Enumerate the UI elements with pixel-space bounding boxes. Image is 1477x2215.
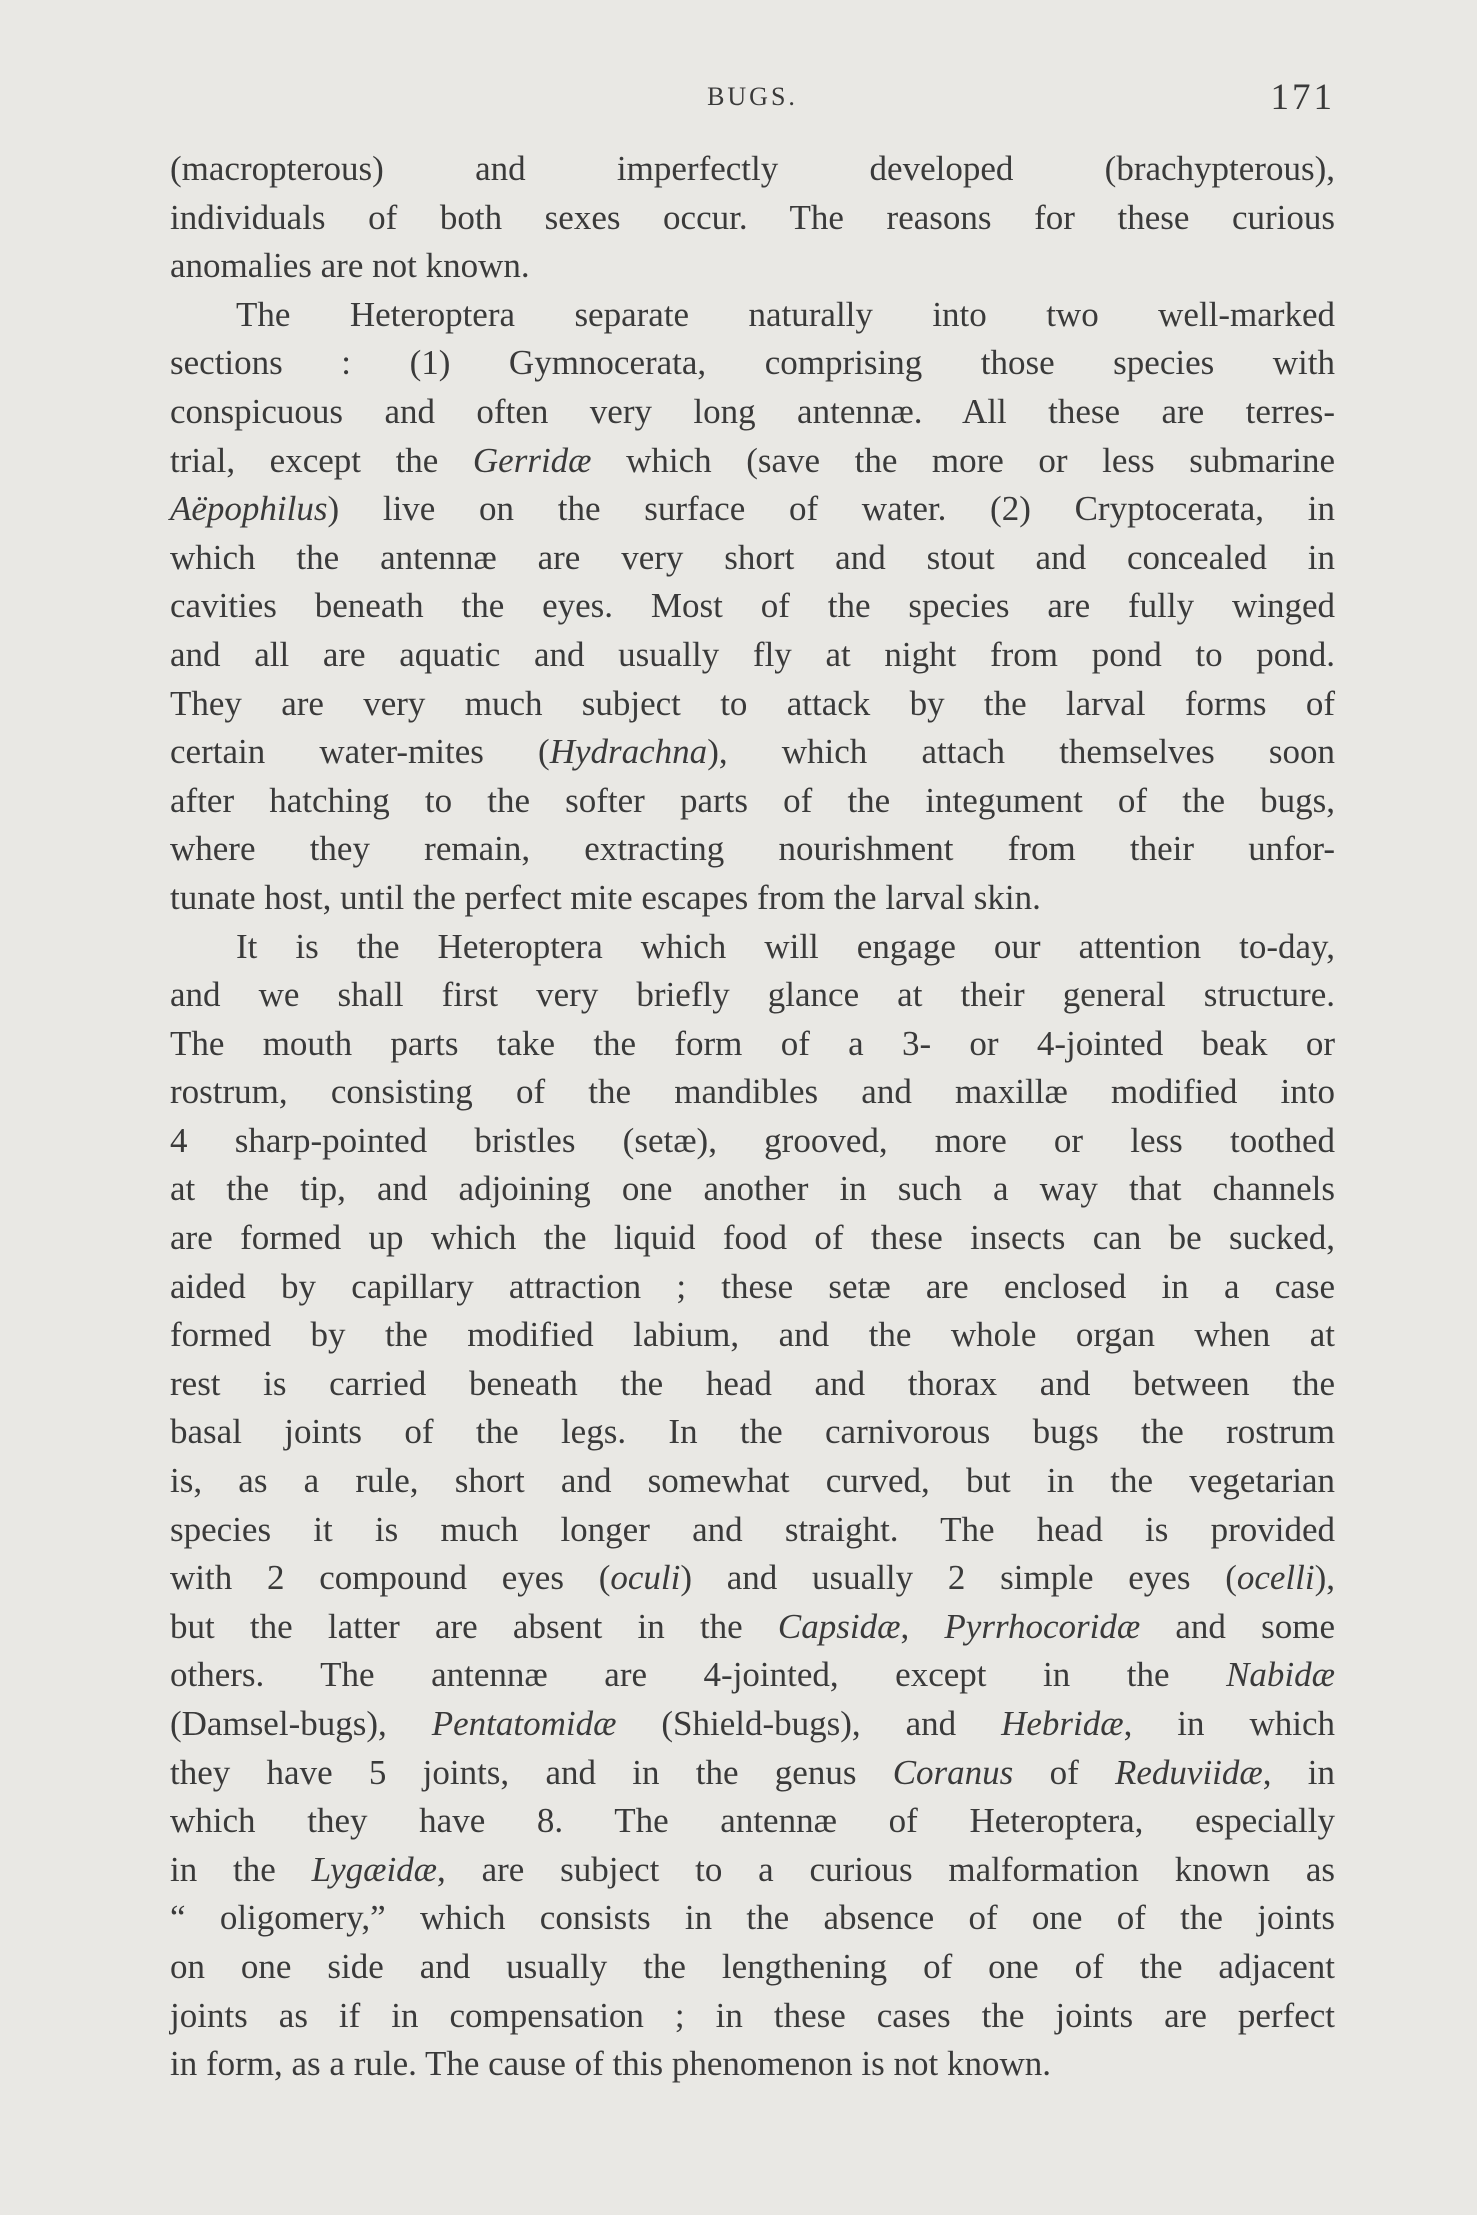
text-segment: others. The antennæ are 4-jointed, except in the (170, 1655, 1227, 1695)
text-segment: which they have 8. The antennæ of Heteroptera, especially (170, 1801, 1335, 1841)
text-line (170, 2040, 1335, 2089)
text-segment: “ oligomery,” which consists in the absence of one of the joints (170, 1898, 1335, 1938)
text-line (170, 1068, 1335, 1117)
text-line (170, 145, 1335, 194)
text-segment: where they remain, extracting nourishment from their unfor- (170, 829, 1335, 869)
text-segment: cavities beneath the eyes. Most of the species are fully winged (170, 586, 1335, 626)
text-segment: basal joints of the legs. In the carnivorous bugs the rostrum (170, 1412, 1335, 1452)
text-line (170, 1020, 1335, 1069)
text-line (170, 1360, 1335, 1409)
text-line (170, 631, 1335, 680)
running-head-title: BUGS. (707, 82, 798, 111)
text-line (170, 1311, 1335, 1360)
body-text (170, 145, 1335, 2089)
text-segment: and some (1140, 1606, 1335, 1646)
text-line (170, 1749, 1335, 1798)
text-segment: ), which attach themselves soon (707, 732, 1335, 772)
text-segment: after hatching to the softer parts of the integument of the bugs, (170, 780, 1335, 820)
italic-term: Aëpophilus (170, 489, 328, 529)
text-segment: ) live on the surface of water. (2) Cryptocerata, in (327, 489, 1335, 529)
text-segment: species it is much longer and straight. The head is provided (170, 1509, 1335, 1549)
text-line (170, 1457, 1335, 1506)
text-segment: ), (1314, 1558, 1336, 1598)
text-line (170, 291, 1335, 340)
text-segment: rest is carried beneath the head and thorax and between the (170, 1363, 1335, 1403)
text-segment: individuals of both sexes occur. The reasons for these curious (170, 197, 1335, 237)
text-line (170, 534, 1335, 583)
text-segment: , (900, 1606, 945, 1646)
text-line (170, 1408, 1335, 1457)
text-segment: The mouth parts take the form of a 3- or 4-jointed beak or (170, 1023, 1335, 1063)
text-line (170, 1846, 1335, 1895)
text-line (170, 194, 1335, 243)
text-line (170, 1506, 1335, 1555)
italic-term: Lygæidæ (311, 1849, 438, 1889)
text-segment: 4 sharp-pointed bristles (setæ), grooved, more or less toothed (170, 1120, 1335, 1160)
text-line (170, 1117, 1335, 1166)
text-line (170, 1214, 1335, 1263)
text-line (170, 388, 1335, 437)
text-segment: The Heteroptera separate naturally into two well-marked (236, 294, 1335, 334)
text-line (170, 1894, 1335, 1943)
text-segment: (Damsel-bugs), (170, 1704, 432, 1743)
italic-term: Capsidæ (777, 1606, 901, 1646)
text-line (170, 1603, 1335, 1652)
text-segment: aided by capillary attraction ; these setæ are enclosed in a case (170, 1266, 1335, 1306)
text-segment: rostrum, consisting of the mandibles and maxillæ modified into (170, 1072, 1335, 1112)
text-segment: are formed up which the liquid food of these insects can be sucked, (170, 1218, 1335, 1258)
text-segment: (macropterous) and imperfectly developed (brachypterous), (170, 149, 1335, 188)
text-line (170, 728, 1335, 777)
italic-term: ocelli (1236, 1558, 1315, 1598)
text-segment: sections : (1) Gymnocerata, comprising those species with (170, 343, 1335, 383)
text-line (170, 242, 1335, 291)
text-line (170, 971, 1335, 1020)
text-line (170, 1263, 1335, 1312)
text-segment: but the latter are absent in the (170, 1606, 778, 1646)
text-line (170, 923, 1335, 972)
text-segment: is, as a rule, short and somewhat curved, but in the vegetarian (170, 1461, 1335, 1501)
text-line (170, 1992, 1335, 2041)
text-segment: conspicuous and often very long antennæ. All these are terres- (170, 391, 1335, 431)
italic-term: Nabidæ (1226, 1655, 1335, 1695)
text-segment: they have 5 joints, and in the genus (170, 1752, 893, 1792)
text-line (170, 339, 1335, 388)
text-segment: which the antennæ are very short and stout and concealed in (170, 537, 1335, 577)
text-segment: trial, except the (170, 440, 473, 480)
text-segment: joints as if in compensation ; in these cases the joints are perfect (170, 1995, 1335, 2035)
text-segment: and all are aquatic and usually fly at night from pond to pond. (170, 634, 1335, 674)
text-segment: , in (1262, 1752, 1335, 1792)
text-segment: of (1013, 1752, 1115, 1792)
text-line (170, 1165, 1335, 1214)
italic-term: Hydrachna (549, 732, 708, 772)
text-segment: at the tip, and adjoining one another in such a way that channels (170, 1169, 1335, 1209)
text-line (170, 485, 1335, 534)
text-segment: formed by the modified labium, and the whole organ when at (170, 1315, 1335, 1355)
text-segment: with 2 compound eyes ( (170, 1558, 611, 1598)
text-line (170, 1700, 1335, 1749)
text-line (170, 874, 1335, 923)
text-line (170, 582, 1335, 631)
italic-term: oculi (610, 1558, 681, 1598)
page-number: 171 (1270, 77, 1335, 118)
text-segment: and we shall first very briefly glance at their general structure. (170, 975, 1335, 1015)
text-segment: in form, as a rule. The cause of this phenomenon is not known. (170, 2044, 1051, 2084)
text-line (170, 1943, 1335, 1992)
text-line (170, 437, 1335, 486)
text-segment: , in which (1123, 1704, 1335, 1743)
text-line (170, 1797, 1335, 1846)
running-head (170, 76, 1335, 120)
text-segment: which (save the more or less submarine (591, 440, 1335, 480)
italic-term: Pyrrhocoridæ (944, 1606, 1141, 1646)
text-segment: in the (170, 1849, 312, 1889)
text-segment: on one side and usually the lengthening of one of the adjacent (170, 1946, 1335, 1986)
text-line (170, 1554, 1335, 1603)
italic-term: Gerridæ (472, 440, 592, 480)
text-segment: tunate host, until the perfect mite escapes from the larval skin. (170, 877, 1041, 917)
text-line (170, 825, 1335, 874)
italic-term: Pentatomidæ (431, 1704, 617, 1743)
text-segment: certain water-mites ( (170, 732, 550, 772)
italic-term: Hebridæ (1001, 1704, 1124, 1743)
text-segment: ) and usually 2 simple eyes ( (680, 1558, 1237, 1598)
text-segment: They are very much subject to attack by the larval forms of (170, 683, 1335, 723)
text-segment: It is the Heteroptera which will engage our attention to-day, (236, 926, 1335, 966)
italic-term: Reduviidæ (1115, 1752, 1263, 1792)
text-line (170, 680, 1335, 729)
text-segment: (Shield-bugs), and (616, 1704, 1002, 1743)
italic-term: Coranus (892, 1752, 1014, 1792)
text-segment: anomalies are not known. (170, 246, 530, 286)
text-line (170, 777, 1335, 826)
text-segment: , are subject to a curious malformation known as (437, 1849, 1336, 1889)
text-line (170, 1651, 1335, 1700)
